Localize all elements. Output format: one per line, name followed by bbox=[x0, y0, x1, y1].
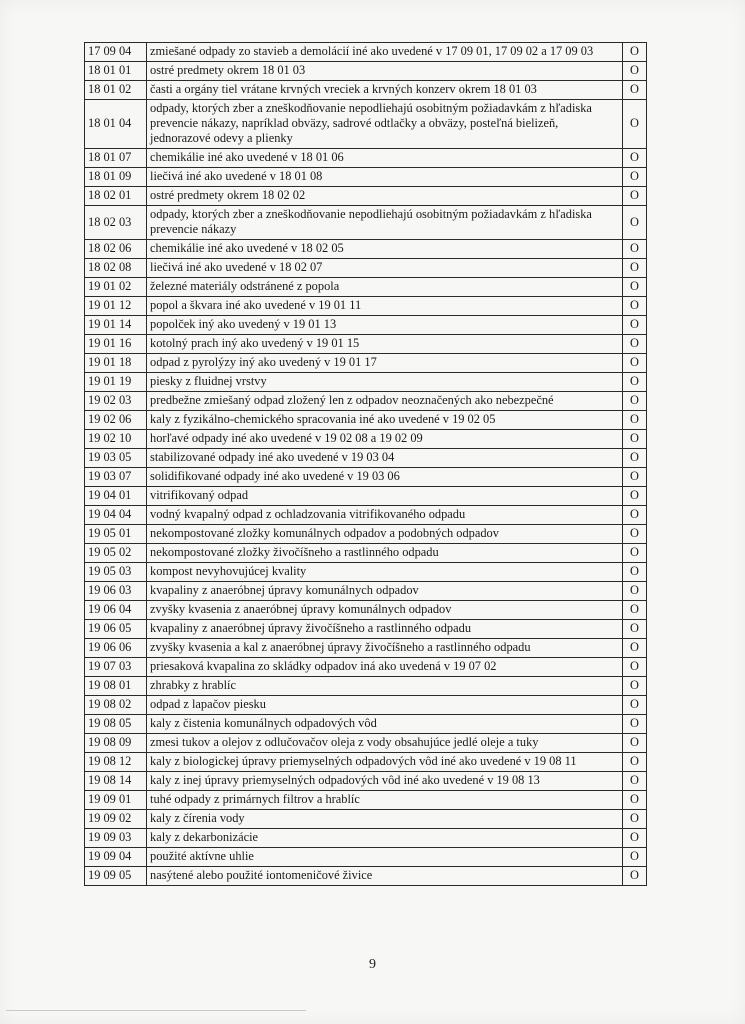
waste-code-cell: 18 02 01 bbox=[85, 187, 147, 206]
table-row bbox=[85, 411, 647, 430]
table-row bbox=[85, 791, 647, 810]
table-row bbox=[85, 696, 647, 715]
waste-name-cell: liečivá iné ako uvedené v 18 02 07 bbox=[147, 259, 623, 278]
waste-code-cell: 19 01 02 bbox=[85, 278, 147, 297]
waste-category-cell: O bbox=[623, 373, 647, 392]
waste-code-cell: 19 02 03 bbox=[85, 392, 147, 411]
waste-code-cell: 19 01 19 bbox=[85, 373, 147, 392]
table-row bbox=[85, 582, 647, 601]
waste-code-cell: 19 05 02 bbox=[85, 544, 147, 563]
waste-category-cell: O bbox=[623, 658, 647, 677]
waste-name-cell: piesky z fluidnej vrstvy bbox=[147, 373, 623, 392]
waste-code-cell: 19 01 14 bbox=[85, 316, 147, 335]
waste-category-cell: O bbox=[623, 316, 647, 335]
waste-name-cell: liečivá iné ako uvedené v 18 01 08 bbox=[147, 168, 623, 187]
table-row bbox=[85, 278, 647, 297]
waste-name-cell: ostré predmety okrem 18 01 03 bbox=[147, 62, 623, 81]
table-row bbox=[85, 297, 647, 316]
table-row bbox=[85, 335, 647, 354]
waste-name-cell: predbežne zmiešaný odpad zložený len z odpadov neoznačených ako nebezpečné bbox=[147, 392, 623, 411]
page-number: 9 bbox=[369, 957, 376, 972]
waste-name-cell: zvyšky kvasenia z anaeróbnej úpravy komunálnych odpadov bbox=[147, 601, 623, 620]
table-row bbox=[85, 658, 647, 677]
waste-name-cell: solidifikované odpady iné ako uvedené v 19 03 06 bbox=[147, 468, 623, 487]
waste-category-cell: O bbox=[623, 100, 647, 149]
waste-category-cell: O bbox=[623, 187, 647, 206]
waste-category-cell: O bbox=[623, 848, 647, 867]
table-row bbox=[85, 240, 647, 259]
waste-name-cell: horľavé odpady iné ako uvedené v 19 02 08 a 19 02 09 bbox=[147, 430, 623, 449]
waste-code-cell: 19 08 02 bbox=[85, 696, 147, 715]
waste-category-cell: O bbox=[623, 582, 647, 601]
waste-code-cell: 19 06 06 bbox=[85, 639, 147, 658]
table-row bbox=[85, 734, 647, 753]
waste-name-cell: zvyšky kvasenia a kal z anaeróbnej úpravy živočíšneho a rastlinného odpadu bbox=[147, 639, 623, 658]
waste-category-cell: O bbox=[623, 867, 647, 886]
waste-category-cell: O bbox=[623, 715, 647, 734]
table-row bbox=[85, 259, 647, 278]
table-row bbox=[85, 848, 647, 867]
waste-code-cell: 19 02 10 bbox=[85, 430, 147, 449]
waste-category-cell: O bbox=[623, 297, 647, 316]
waste-category-cell: O bbox=[623, 506, 647, 525]
table-row bbox=[85, 715, 647, 734]
table-row bbox=[85, 168, 647, 187]
waste-category-cell: O bbox=[623, 43, 647, 62]
waste-code-cell: 19 07 03 bbox=[85, 658, 147, 677]
waste-code-cell: 18 01 09 bbox=[85, 168, 147, 187]
waste-category-cell: O bbox=[623, 149, 647, 168]
table-row bbox=[85, 753, 647, 772]
waste-name-cell: železné materiály odstránené z popola bbox=[147, 278, 623, 297]
waste-name-cell: popolček iný ako uvedený v 19 01 13 bbox=[147, 316, 623, 335]
waste-code-cell: 19 09 03 bbox=[85, 829, 147, 848]
waste-code-cell: 19 06 03 bbox=[85, 582, 147, 601]
waste-name-cell: kompost nevyhovujúcej kvality bbox=[147, 563, 623, 582]
waste-code-cell: 17 09 04 bbox=[85, 43, 147, 62]
table-row bbox=[85, 354, 647, 373]
waste-code-cell: 19 09 05 bbox=[85, 867, 147, 886]
waste-category-cell: O bbox=[623, 772, 647, 791]
table-row bbox=[85, 62, 647, 81]
table-row bbox=[85, 487, 647, 506]
waste-name-cell: kaly z čírenia vody bbox=[147, 810, 623, 829]
waste-category-cell: O bbox=[623, 753, 647, 772]
waste-category-cell: O bbox=[623, 468, 647, 487]
waste-name-cell: zhrabky z hrablíc bbox=[147, 677, 623, 696]
waste-name-cell: kaly z čistenia komunálnych odpadových vôd bbox=[147, 715, 623, 734]
waste-name-cell: kaly z inej úpravy priemyselných odpadových vôd iné ako uvedené v 19 08 13 bbox=[147, 772, 623, 791]
waste-name-cell: popol a škvara iné ako uvedené v 19 01 11 bbox=[147, 297, 623, 316]
table-row bbox=[85, 43, 647, 62]
waste-name-cell: zmesi tukov a olejov z odlučovačov oleja z vody obsahujúce jedlé oleje a tuky bbox=[147, 734, 623, 753]
table-row bbox=[85, 525, 647, 544]
waste-category-cell: O bbox=[623, 677, 647, 696]
waste-catalogue-table bbox=[84, 42, 647, 886]
waste-code-cell: 19 03 05 bbox=[85, 449, 147, 468]
waste-name-cell: nekompostované zložky komunálnych odpadov a podobných odpadov bbox=[147, 525, 623, 544]
waste-category-cell: O bbox=[623, 206, 647, 240]
waste-category-cell: O bbox=[623, 430, 647, 449]
waste-category-cell: O bbox=[623, 601, 647, 620]
waste-code-cell: 19 08 14 bbox=[85, 772, 147, 791]
table-row bbox=[85, 149, 647, 168]
waste-name-cell: chemikálie iné ako uvedené v 18 02 05 bbox=[147, 240, 623, 259]
waste-code-cell: 19 02 06 bbox=[85, 411, 147, 430]
waste-name-cell: priesaková kvapalina zo skládky odpadov iná ako uvedená v 19 07 02 bbox=[147, 658, 623, 677]
waste-code-cell: 18 01 07 bbox=[85, 149, 147, 168]
waste-code-cell: 18 02 06 bbox=[85, 240, 147, 259]
waste-category-cell: O bbox=[623, 168, 647, 187]
waste-name-cell: vodný kvapalný odpad z ochladzovania vitrifikovaného odpadu bbox=[147, 506, 623, 525]
table-row bbox=[85, 81, 647, 100]
waste-category-cell: O bbox=[623, 829, 647, 848]
waste-name-cell: odpad z lapačov piesku bbox=[147, 696, 623, 715]
table-row bbox=[85, 620, 647, 639]
waste-name-cell: odpady, ktorých zber a zneškodňovanie nepodliehajú osobitným požiadavkám z hľadiska prevencie nákazy, napríklad obväzy, sadrové odtlačky a obväzy, posteľná bielizeň, jednorazové odevy a plienky bbox=[147, 100, 623, 149]
waste-code-cell: 19 05 01 bbox=[85, 525, 147, 544]
waste-name-cell: kaly z biologickej úpravy priemyselných odpadových vôd iné ako uvedené v 19 08 11 bbox=[147, 753, 623, 772]
waste-code-cell: 19 09 01 bbox=[85, 791, 147, 810]
waste-code-cell: 19 09 04 bbox=[85, 848, 147, 867]
waste-name-cell: kaly z dekarbonizácie bbox=[147, 829, 623, 848]
waste-name-cell: nekompostované zložky živočíšneho a rastlinného odpadu bbox=[147, 544, 623, 563]
waste-code-cell: 19 09 02 bbox=[85, 810, 147, 829]
waste-category-cell: O bbox=[623, 81, 647, 100]
table-row bbox=[85, 373, 647, 392]
waste-category-cell: O bbox=[623, 449, 647, 468]
table-row bbox=[85, 810, 647, 829]
footer-rule bbox=[6, 1010, 306, 1011]
waste-name-cell: odpady, ktorých zber a zneškodňovanie nepodliehajú osobitným požiadavkám z hľadiska prevencie nákazy bbox=[147, 206, 623, 240]
waste-name-cell: tuhé odpady z primárnych filtrov a hrablíc bbox=[147, 791, 623, 810]
waste-category-cell: O bbox=[623, 259, 647, 278]
waste-name-cell: použité aktívne uhlie bbox=[147, 848, 623, 867]
table-row bbox=[85, 206, 647, 240]
waste-category-cell: O bbox=[623, 278, 647, 297]
waste-name-cell: nasýtené alebo použité iontomeničové živice bbox=[147, 867, 623, 886]
table-row bbox=[85, 639, 647, 658]
waste-code-cell: 18 01 01 bbox=[85, 62, 147, 81]
waste-code-cell: 18 01 02 bbox=[85, 81, 147, 100]
waste-code-cell: 19 08 09 bbox=[85, 734, 147, 753]
table-row bbox=[85, 430, 647, 449]
waste-code-cell: 19 03 07 bbox=[85, 468, 147, 487]
waste-code-cell: 19 05 03 bbox=[85, 563, 147, 582]
waste-category-cell: O bbox=[623, 544, 647, 563]
table-row bbox=[85, 677, 647, 696]
waste-code-cell: 19 04 04 bbox=[85, 506, 147, 525]
waste-code-cell: 19 06 04 bbox=[85, 601, 147, 620]
waste-name-cell: vitrifikovaný odpad bbox=[147, 487, 623, 506]
waste-code-cell: 19 08 05 bbox=[85, 715, 147, 734]
waste-code-cell: 19 08 01 bbox=[85, 677, 147, 696]
waste-code-cell: 19 01 12 bbox=[85, 297, 147, 316]
waste-code-cell: 19 01 18 bbox=[85, 354, 147, 373]
waste-name-cell: stabilizované odpady iné ako uvedené v 19 03 04 bbox=[147, 449, 623, 468]
waste-code-cell: 18 02 03 bbox=[85, 206, 147, 240]
waste-name-cell: kvapaliny z anaeróbnej úpravy živočíšneho a rastlinného odpadu bbox=[147, 620, 623, 639]
waste-category-cell: O bbox=[623, 791, 647, 810]
waste-name-cell: zmiešané odpady zo stavieb a demolácií iné ako uvedené v 17 09 01, 17 09 02 a 17 09 03 bbox=[147, 43, 623, 62]
table-row bbox=[85, 187, 647, 206]
table-row bbox=[85, 829, 647, 848]
table-row bbox=[85, 601, 647, 620]
table-row bbox=[85, 392, 647, 411]
waste-name-cell: ostré predmety okrem 18 02 02 bbox=[147, 187, 623, 206]
waste-category-cell: O bbox=[623, 620, 647, 639]
waste-code-cell: 19 08 12 bbox=[85, 753, 147, 772]
table-row bbox=[85, 316, 647, 335]
waste-category-cell: O bbox=[623, 62, 647, 81]
waste-category-cell: O bbox=[623, 354, 647, 373]
table-row bbox=[85, 449, 647, 468]
waste-code-cell: 18 01 04 bbox=[85, 100, 147, 149]
waste-name-cell: časti a orgány tiel vrátane krvných vreciek a krvných konzerv okrem 18 01 03 bbox=[147, 81, 623, 100]
table-row bbox=[85, 468, 647, 487]
waste-category-cell: O bbox=[623, 563, 647, 582]
waste-name-cell: kvapaliny z anaeróbnej úpravy komunálnych odpadov bbox=[147, 582, 623, 601]
table-row bbox=[85, 544, 647, 563]
table-row bbox=[85, 563, 647, 582]
table-row bbox=[85, 867, 647, 886]
waste-category-cell: O bbox=[623, 525, 647, 544]
waste-code-cell: 19 01 16 bbox=[85, 335, 147, 354]
waste-category-cell: O bbox=[623, 810, 647, 829]
waste-name-cell: kaly z fyzikálno-chemického spracovania iné ako uvedené v 19 02 05 bbox=[147, 411, 623, 430]
table-row bbox=[85, 506, 647, 525]
waste-category-cell: O bbox=[623, 696, 647, 715]
waste-name-cell: odpad z pyrolýzy iný ako uvedený v 19 01 17 bbox=[147, 354, 623, 373]
table-body bbox=[85, 43, 647, 886]
waste-category-cell: O bbox=[623, 335, 647, 354]
waste-category-cell: O bbox=[623, 734, 647, 753]
waste-code-cell: 18 02 08 bbox=[85, 259, 147, 278]
table-row bbox=[85, 100, 647, 149]
waste-code-cell: 19 04 01 bbox=[85, 487, 147, 506]
waste-category-cell: O bbox=[623, 411, 647, 430]
waste-category-cell: O bbox=[623, 639, 647, 658]
waste-category-cell: O bbox=[623, 487, 647, 506]
waste-name-cell: chemikálie iné ako uvedené v 18 01 06 bbox=[147, 149, 623, 168]
waste-category-cell: O bbox=[623, 392, 647, 411]
waste-name-cell: kotolný prach iný ako uvedený v 19 01 15 bbox=[147, 335, 623, 354]
table-row bbox=[85, 772, 647, 791]
waste-code-cell: 19 06 05 bbox=[85, 620, 147, 639]
waste-category-cell: O bbox=[623, 240, 647, 259]
